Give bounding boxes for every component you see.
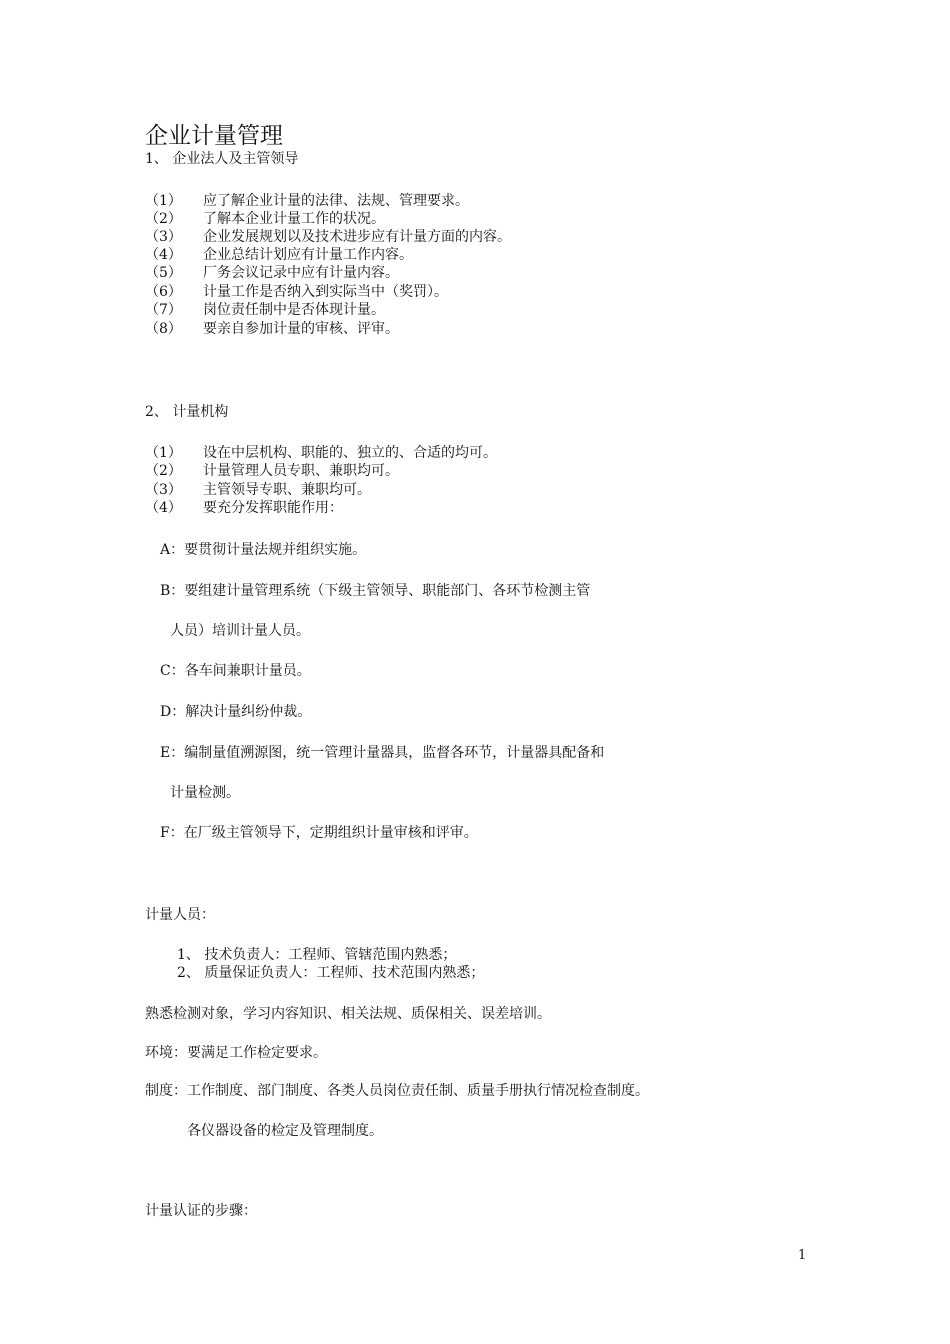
list-item — [145, 283, 448, 301]
item-text: 应了解企业计量的法律、法规、管理要求。 — [203, 193, 469, 209]
familiar-paragraph: 熟悉检测对象，学习内容知识、相关法规、质保相关、误差培训。 — [145, 1006, 551, 1022]
item-number: （3） — [145, 482, 182, 498]
item-number: （2） — [145, 211, 182, 227]
personnel-heading: 计量人员： — [145, 907, 215, 923]
environment-paragraph: 环境：要满足工作检定要求。 — [145, 1045, 327, 1061]
list-item — [145, 210, 385, 228]
page-number: 1 — [798, 1248, 807, 1263]
personnel-item: 2、 质量保证负责人：工程师、技术范围内熟悉； — [177, 965, 485, 981]
item-text: 计量管理人员专职、兼职均可。 — [203, 463, 399, 479]
duty-b-line2: 人员）培训计量人员。 — [170, 623, 310, 639]
duty-d: D：解决计量纠纷仲裁。 — [160, 704, 312, 720]
personnel-item: 1、 技术负责人：工程师、管辖范围内熟悉； — [177, 947, 457, 963]
item-text: 要充分发挥职能作用： — [203, 500, 343, 516]
section2-heading: 2、 计量机构 — [145, 404, 229, 420]
item-text: 主管领导专职、兼职均可。 — [203, 482, 371, 498]
system-paragraph-continued: 各仪器设备的检定及管理制度。 — [187, 1123, 383, 1139]
item-number: （4） — [145, 247, 182, 263]
item-text: 岗位责任制中是否体现计量。 — [203, 302, 385, 318]
list-item — [145, 444, 497, 462]
item-text: 计量工作是否纳入到实际当中（奖罚）。 — [203, 284, 448, 300]
item-text: 了解本企业计量工作的状况。 — [203, 211, 385, 227]
list-item — [145, 301, 385, 319]
item-number: （5） — [145, 265, 182, 281]
duty-b-line1: B：要组建计量管理系统（下级主管领导、职能部门、各环节检测主管 — [160, 583, 591, 599]
system-paragraph: 制度：工作制度、部门制度、各类人员岗位责任制、质量手册执行情况检查制度。 — [145, 1083, 649, 1099]
item-number: （1） — [145, 193, 182, 209]
item-number: （7） — [145, 302, 182, 318]
duty-e-line1: E：编制量值溯源图，统一管理计量器具，监督各环节，计量器具配备和 — [160, 745, 605, 761]
certification-heading: 计量认证的步骤： — [145, 1203, 257, 1219]
item-number: （2） — [145, 463, 182, 479]
item-number: （6） — [145, 284, 182, 300]
item-text: 企业总结计划应有计量工作内容。 — [203, 247, 413, 263]
duty-a: A：要贯彻计量法规并组织实施。 — [160, 542, 367, 558]
duty-c: C：各车间兼职计量员。 — [160, 663, 311, 679]
list-item — [145, 246, 413, 264]
list-item — [145, 320, 399, 338]
list-item — [145, 481, 371, 499]
item-number: （1） — [145, 445, 182, 461]
list-item — [145, 264, 399, 282]
item-number: （4） — [145, 500, 182, 516]
section1-heading: 1、 企业法人及主管领导 — [145, 151, 299, 167]
item-text: 设在中层机构、职能的、独立的、合适的均可。 — [203, 445, 497, 461]
list-item — [145, 499, 343, 517]
duty-e-line2: 计量检测。 — [170, 785, 240, 801]
item-text: 要亲自参加计量的审核、评审。 — [203, 321, 399, 337]
list-item — [145, 462, 399, 480]
item-text: 厂务会议记录中应有计量内容。 — [203, 265, 399, 281]
item-number: （3） — [145, 229, 182, 245]
document-title: 企业计量管理 — [145, 123, 283, 149]
item-text: 企业发展规划以及技术进步应有计量方面的内容。 — [203, 229, 511, 245]
duty-f: F：在厂级主管领导下，定期组织计量审核和评审。 — [160, 825, 478, 841]
item-number: （8） — [145, 321, 182, 337]
list-item — [145, 192, 469, 210]
list-item — [145, 228, 511, 246]
